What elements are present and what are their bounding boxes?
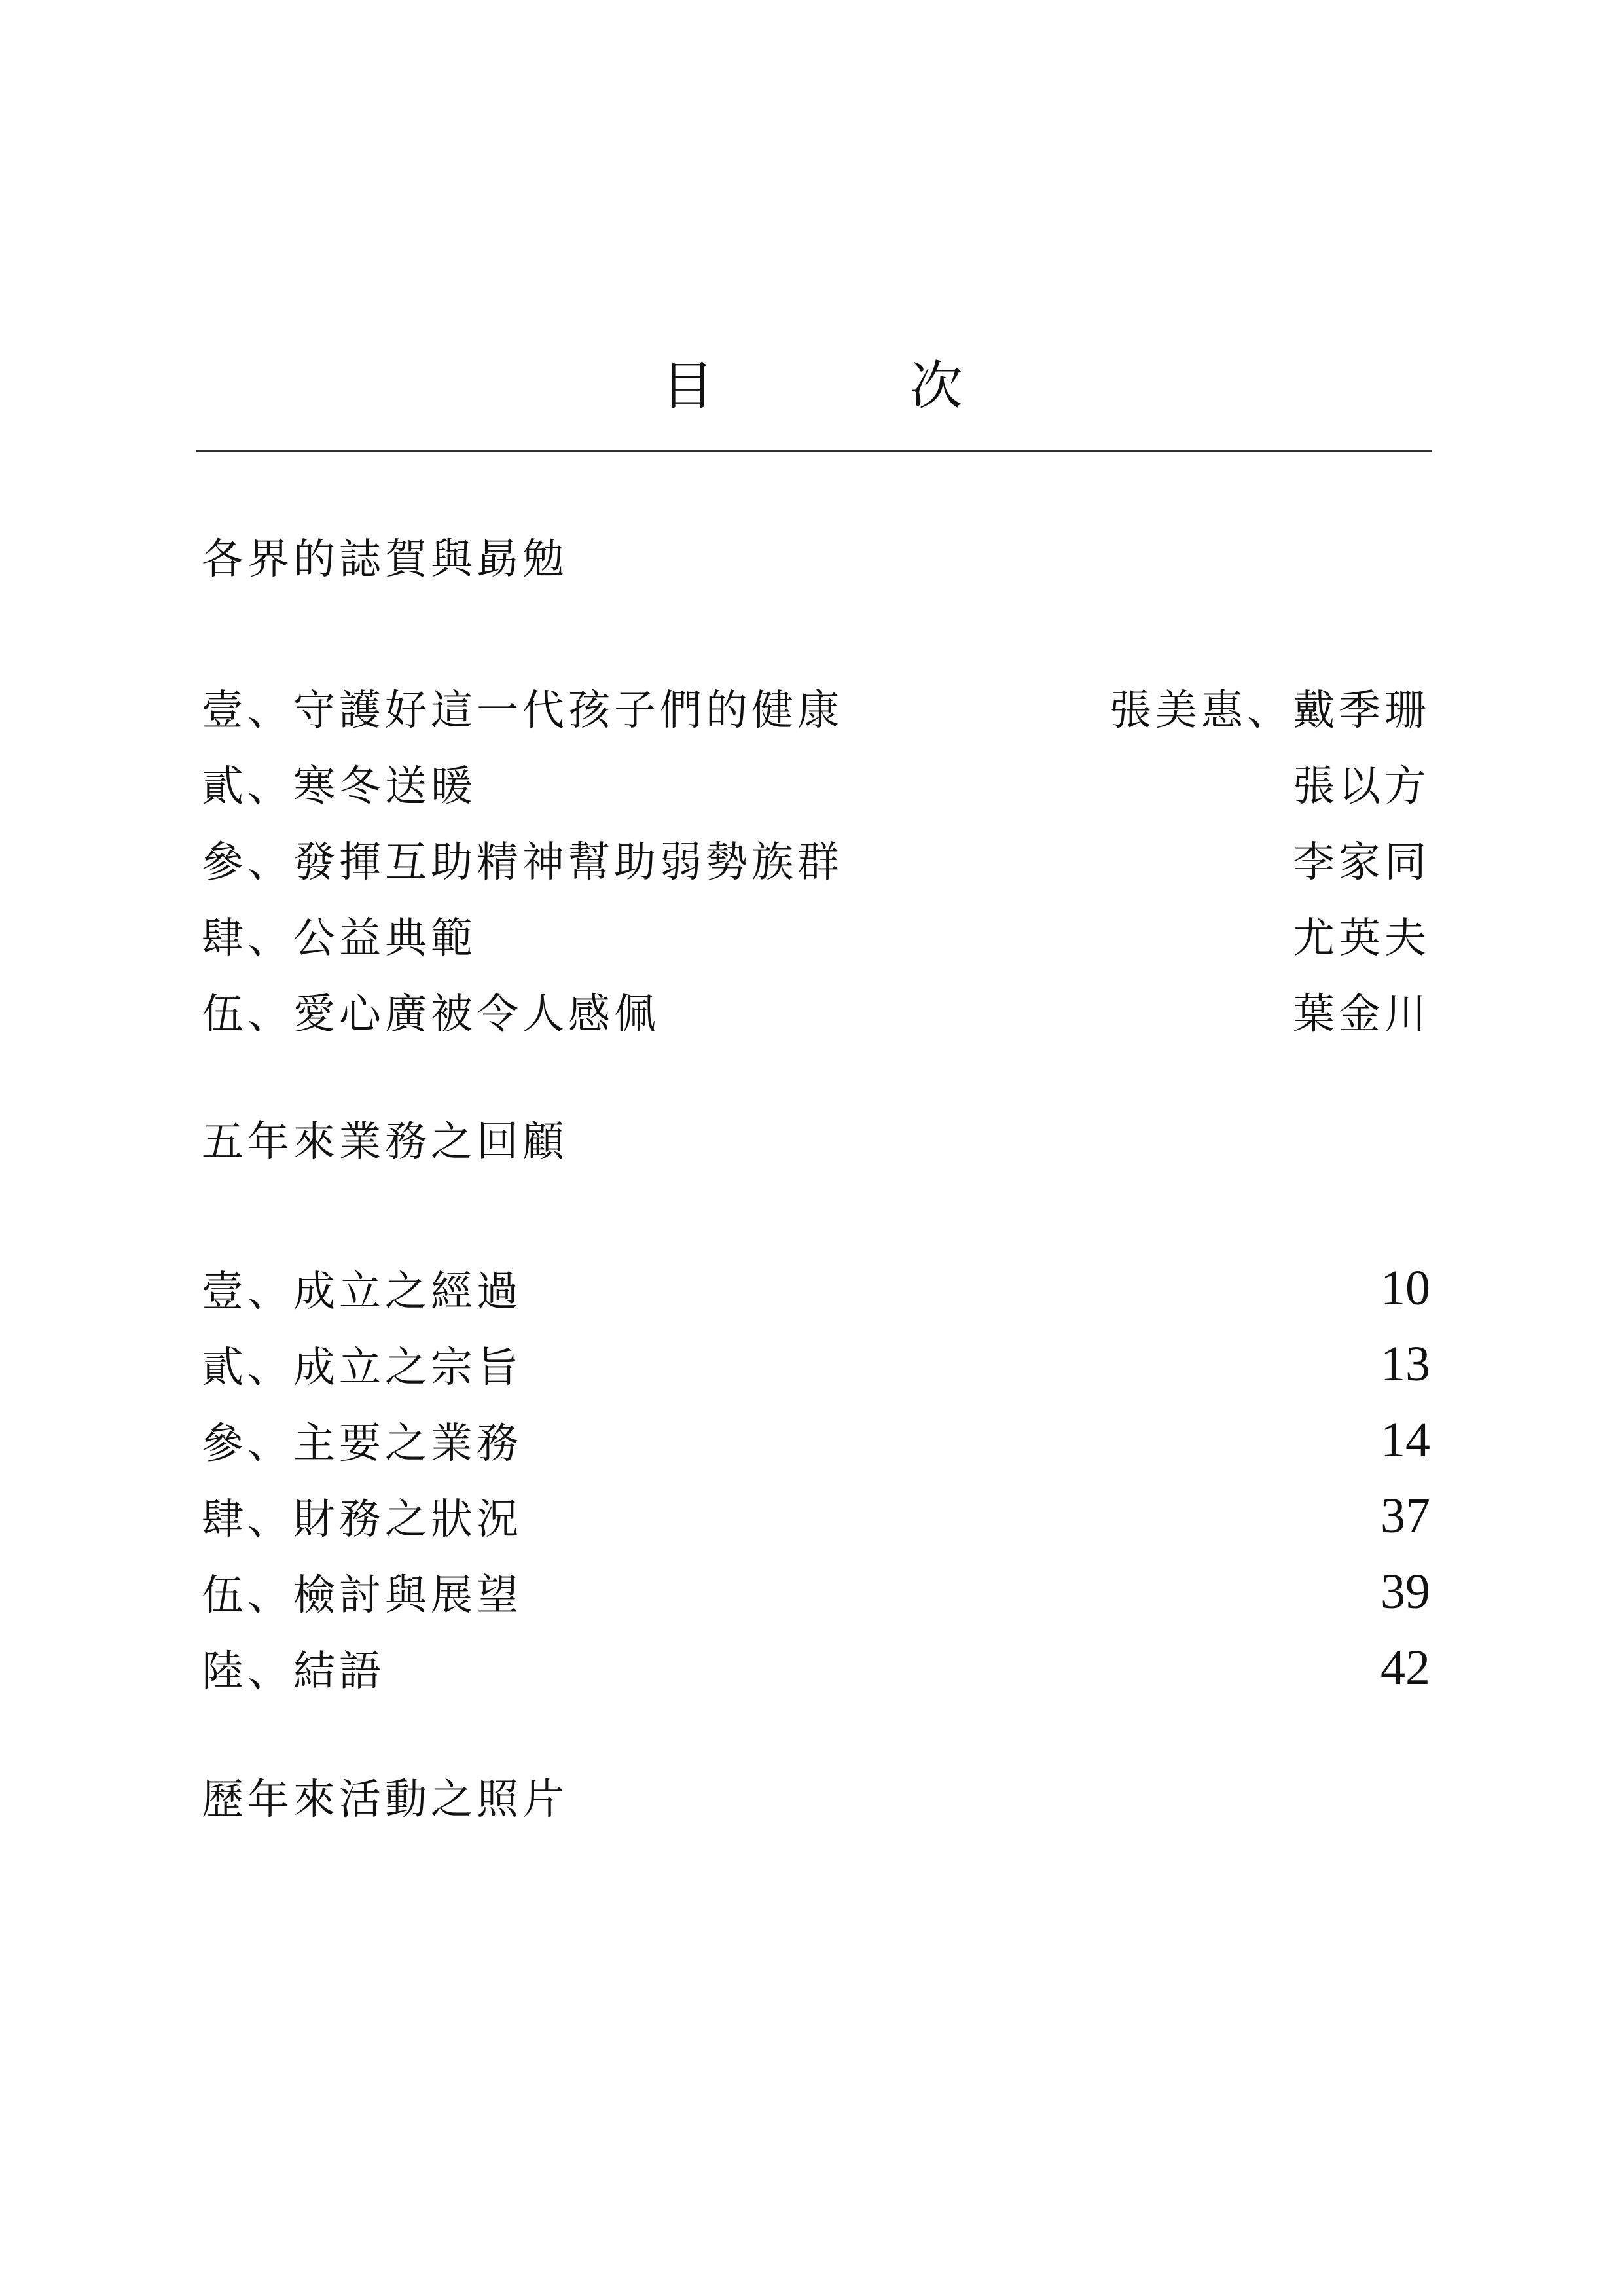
- toc-entry-page: 39: [1380, 1564, 1430, 1619]
- toc-entry-author: 尤英夫: [1293, 914, 1430, 963]
- toc-entry-author: 張美惠、戴季珊: [1110, 687, 1430, 735]
- toc-entry-label: 壹、守護好這一代孩子們的健康: [202, 687, 843, 735]
- toc-entry-page: 37: [1380, 1488, 1430, 1543]
- toc-entry[interactable]: [202, 1483, 1430, 1549]
- toc-entry[interactable]: [202, 978, 1430, 1043]
- section-heading-congratulations: 各界的誌賀與勗勉: [202, 535, 568, 584]
- toc-entry[interactable]: [202, 1635, 1430, 1700]
- toc-entry-label: 壹、成立之經過: [202, 1268, 522, 1316]
- toc-entry-label: 參、主要之業務: [202, 1420, 522, 1468]
- toc-entry-label: 伍、愛心廣被令人感佩: [202, 990, 660, 1039]
- toc-entry-author: 葉金川: [1293, 990, 1430, 1039]
- toc-entry-label: 貳、寒冬送暖: [202, 762, 477, 811]
- toc-entry[interactable]: [202, 1559, 1430, 1624]
- toc-entry[interactable]: [202, 750, 1430, 816]
- toc-entry[interactable]: [202, 1255, 1430, 1321]
- toc-entry-label: 肆、公益典範: [202, 914, 477, 963]
- toc-entry-page: 10: [1380, 1260, 1430, 1316]
- toc-entry-label: 肆、財務之狀況: [202, 1496, 522, 1544]
- toc-entry-label: 參、發揮互助精神幫助弱勢族群: [202, 838, 843, 887]
- toc-entry-label: 伍、檢討與展望: [202, 1571, 522, 1620]
- toc-entry-page: 42: [1380, 1640, 1430, 1695]
- toc-entry[interactable]: [202, 1407, 1430, 1473]
- title-divider: [196, 450, 1432, 452]
- toc-entry-page: 14: [1380, 1412, 1430, 1467]
- toc-entry[interactable]: [202, 1331, 1430, 1397]
- toc-entry-label: 陸、結語: [202, 1647, 385, 1696]
- toc-entry[interactable]: [202, 826, 1430, 891]
- toc-entry-author: 李家同: [1293, 838, 1430, 887]
- toc-entry-page: 13: [1380, 1336, 1430, 1391]
- section-heading-review: 五年來業務之回顧: [202, 1118, 568, 1166]
- toc-entry-author: 張以方: [1293, 762, 1430, 811]
- toc-entry-label: 貳、成立之宗旨: [202, 1344, 522, 1392]
- page-title: 目 次: [661, 355, 1035, 416]
- toc-entry[interactable]: [202, 674, 1430, 740]
- toc-entry[interactable]: [202, 902, 1430, 967]
- section-heading-photos: 歷年來活動之照片: [202, 1776, 568, 1824]
